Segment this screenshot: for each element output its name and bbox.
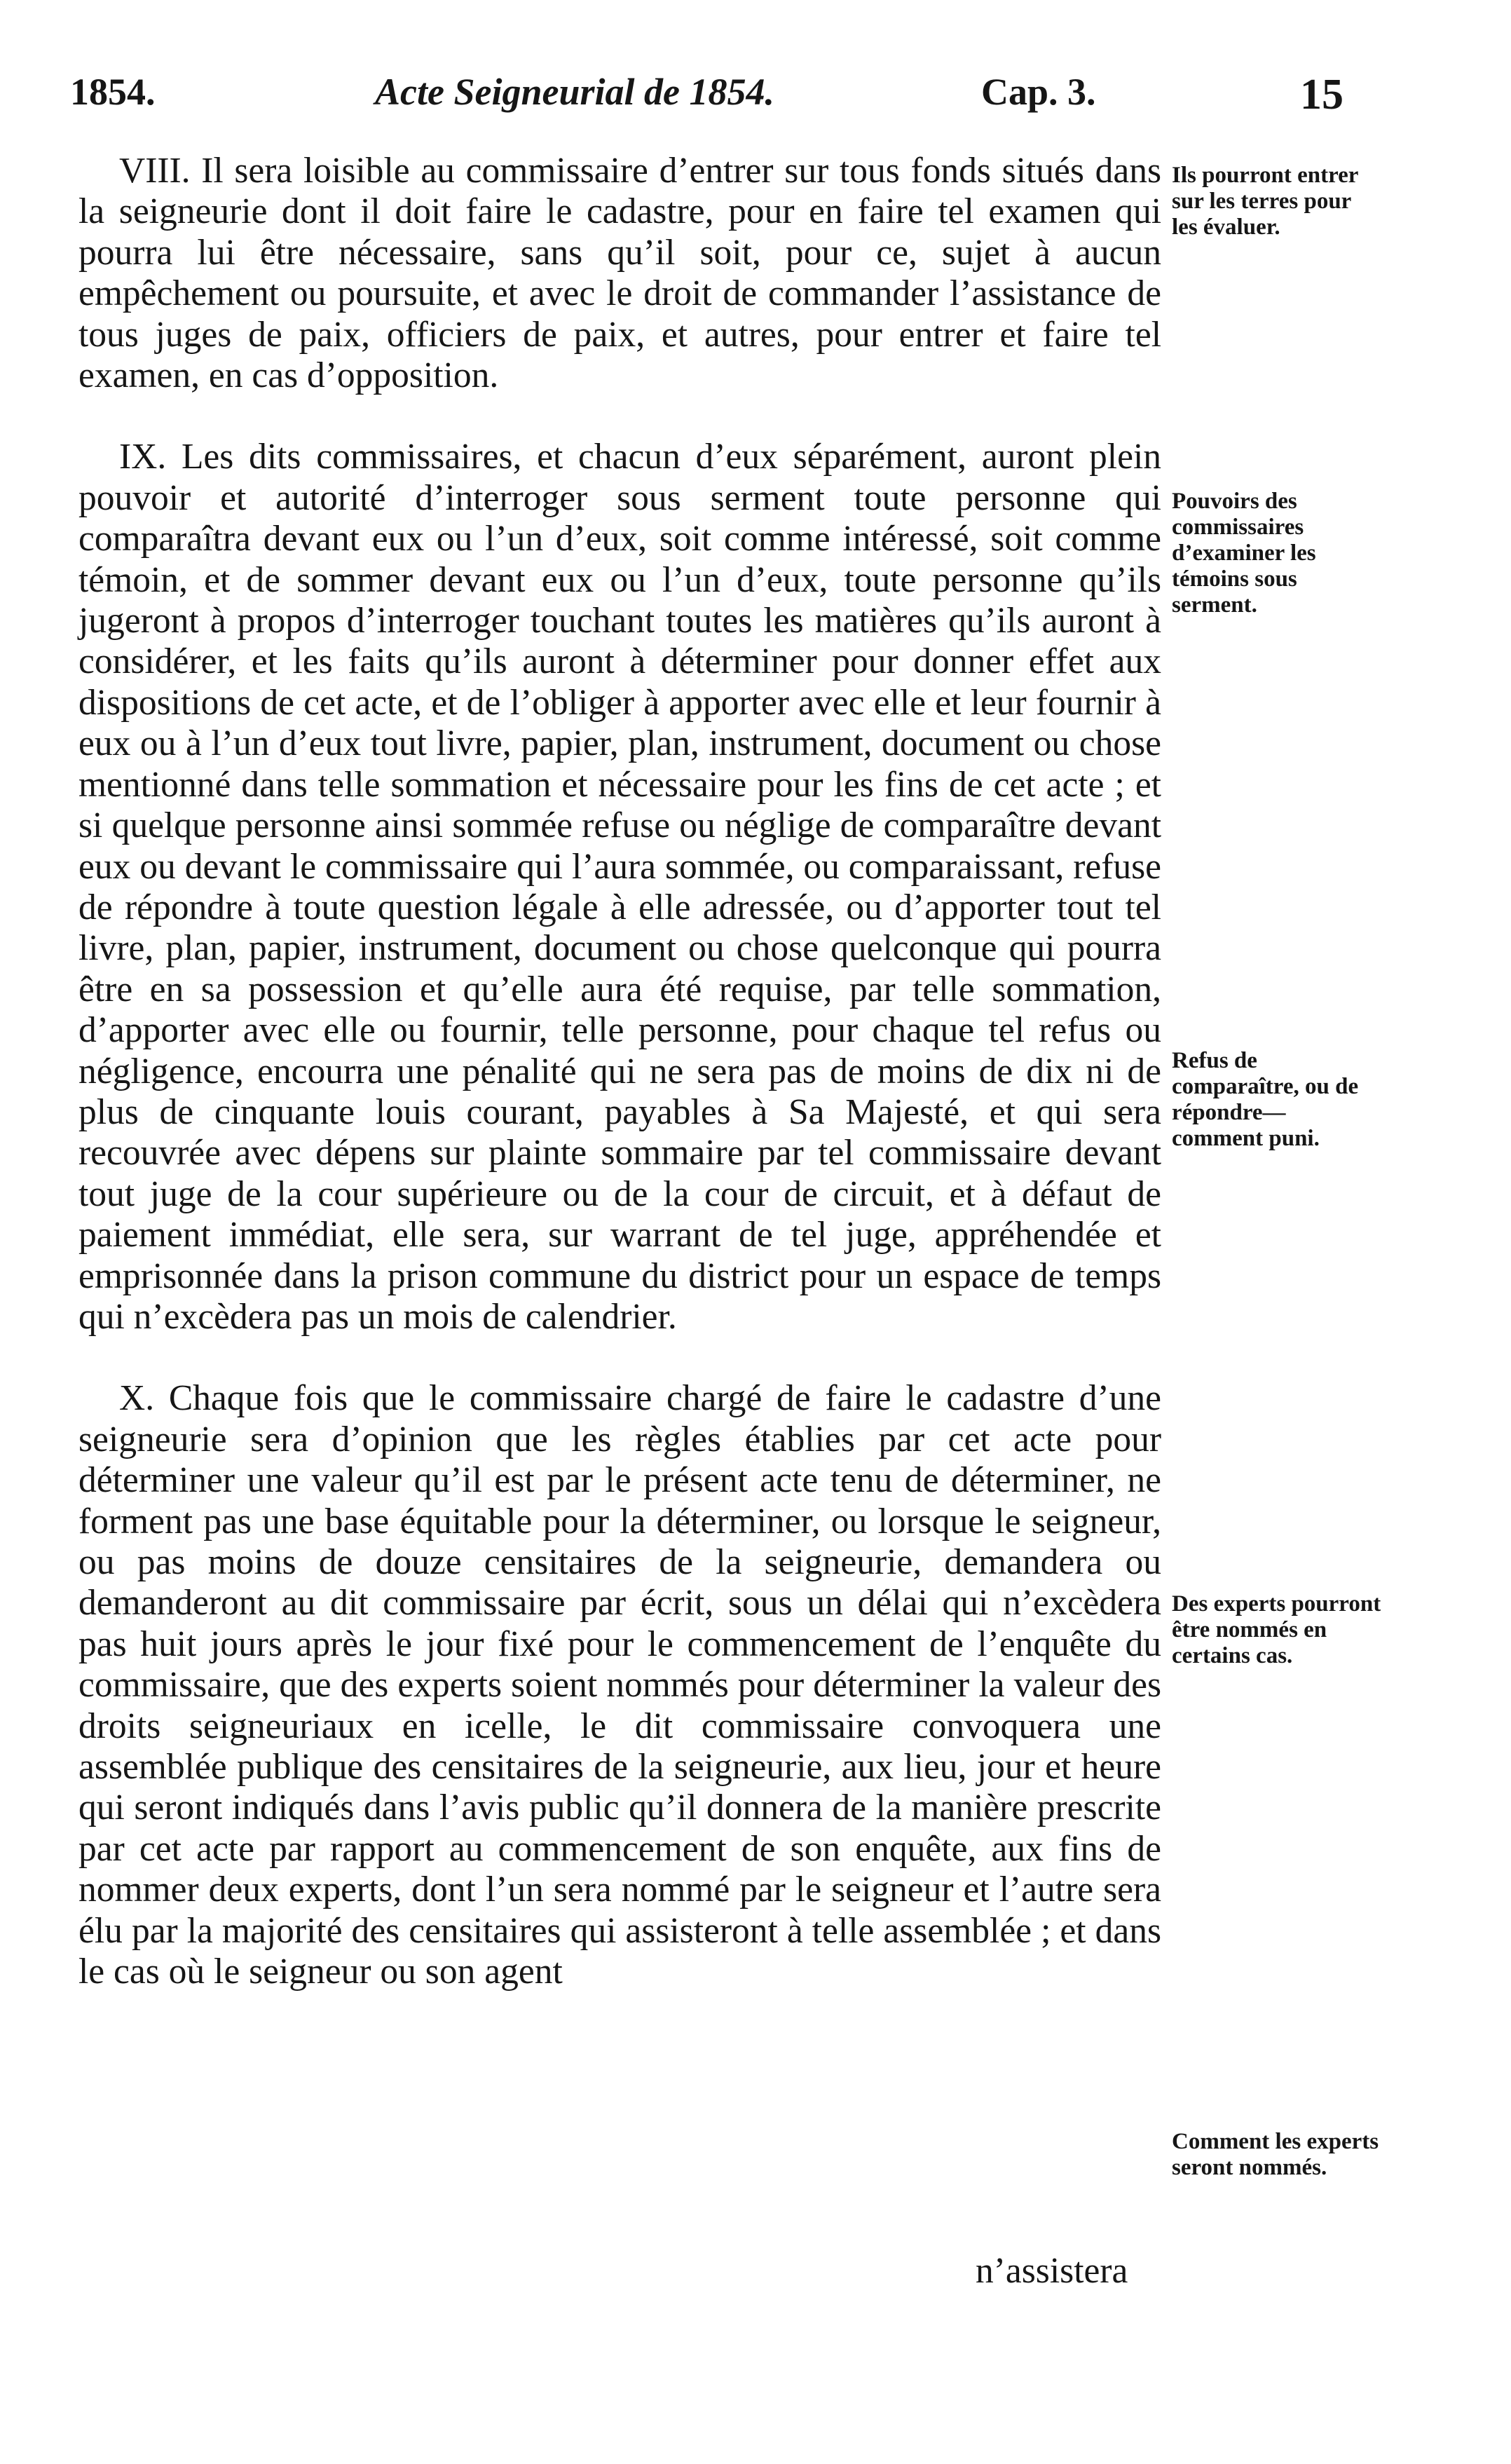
- section-text: Chaque fois que le commissaire chargé de faire le cadastre d’une seigneurie sera d’opinion que les règles établies par cet acte pour déterminer une valeur qu’il est par le présent acte tenu de déterminer, ne forment pas une base équitable pour la déterminer, ou lorsque le seigneur, ou pas moins de douze censitaires de la seigneurie, demandera ou demanderont au dit commissaire par écrit, sous un délai qui n’excèdera pas huit jours après le jour fixé pour le commencement de l’enquête du commissaire, que des experts soient nommés pour déterminer la valeur des droits seigneuriaux en icelle, le dit commissaire convoquera une assemblée publique des censitaires de la seigneurie, aux lieu, jour et heure qui seront indiqués dans l’avis public qu’il donnera de la manière prescrite par cet acte par rapport au commencement de son enquête, aux fins de nommer deux experts, dont l’un sera nommé par le seigneur et l’autre sera élu par la majorité des censitaires qui assisteront à telle assemblée ; et dans le cas où le seigneur ou son agent: [78, 1378, 1162, 1992]
- section-number: VIII.: [119, 151, 191, 191]
- catchword: n’assistera: [976, 2251, 1128, 2291]
- margin-note: Comment les experts seront nommés.: [1172, 2129, 1379, 2180]
- section-text: Les dits commissaires, et chacun d’eux séparément, auront plein pouvoir et autorité d’interroger sous serment toute personne qui comparaîtra devant eux ou l’un d’eux, soit comme intéressé, soit comme témoin, et de sommer devant eux ou l’un d’eux, toute personne qu’ils jugeront à propos d’interroger touchant toutes les matières qu’ils auront à considérer, et les faits qu’ils auront à déterminer pour donner effet aux dispositions de cet acte, et de l’obliger à apporter avec elle et leur fournir à eux ou à l’un d’eux tout livre, papier, plan, instrument, document ou chose mentionné dans telle sommation et nécessaire pour les fins de cet acte ; et si quelque personne ainsi sommée refuse ou néglige de comparaître devant eux ou devant le commissaire qui l’aura sommée, ou comparaissant, refuse de répondre à toute question légale à elle adressée, ou d’apporter tout tel livre, plan, papier, instrument, document ou chose quelconque qui pourra être en sa possession et qu’elle aura été requise, par telle sommation, d’apporter avec elle ou fournir, telle personne, pour chaque tel refus ou négligence, encourra une pénalité qui ne sera pas de moins de dix ni de plus de cinquante louis courant, payables à Sa Majesté, et qui sera recouvrée avec dépens sur plainte sommaire par tel commissaire devant tout juge de la cour supérieure ou de la cour de circuit, et à défaut de paiement immédiat, elle sera, sur warrant de tel juge, appréhendée et emprisonnée dans la prison commune du district pour un espace de temps qui n’excèdera pas un mois de calendrier.: [78, 437, 1162, 1337]
- section-text: Il sera loisible au commissaire d’entrer sur tous fonds situés dans la seigneurie dont il doit faire le cadastre, pour en faire tel examen qui pourra lui être nécessaire, sans qu’il soit, pour ce, sujet à aucun empêchement ou poursuite, et avec le droit de commander l’assistance de tous juges de paix, officiers de paix, et autres, pour entrer et faire tel examen, en cas d’opposition.: [78, 151, 1161, 396]
- section-number: X.: [119, 1378, 155, 1419]
- margin-note: Des experts pourront être nommés en certains cas.: [1172, 1591, 1381, 1668]
- section-number: IX.: [119, 437, 167, 477]
- margin-note: Pouvoirs des commissaires d’examiner les témoins sous serment.: [1172, 489, 1316, 618]
- margin-note: Refus de comparaître, ou de répondre— comment puni.: [1172, 1048, 1359, 1151]
- header-year: 1854.: [70, 71, 156, 113]
- header-chapter: Cap. 3.: [981, 71, 1096, 113]
- running-header: [70, 70, 1374, 126]
- section-x: [78, 1378, 1161, 1992]
- margin-note: Ils pourront entrer sur les terres pour les évaluer.: [1172, 163, 1358, 240]
- main-text-column: [78, 151, 1161, 1992]
- section-viii: [78, 151, 1161, 396]
- page-number: 15: [1300, 71, 1344, 118]
- section-ix: [78, 437, 1161, 1337]
- header-title: Acte Seigneurial de 1854.: [375, 71, 774, 113]
